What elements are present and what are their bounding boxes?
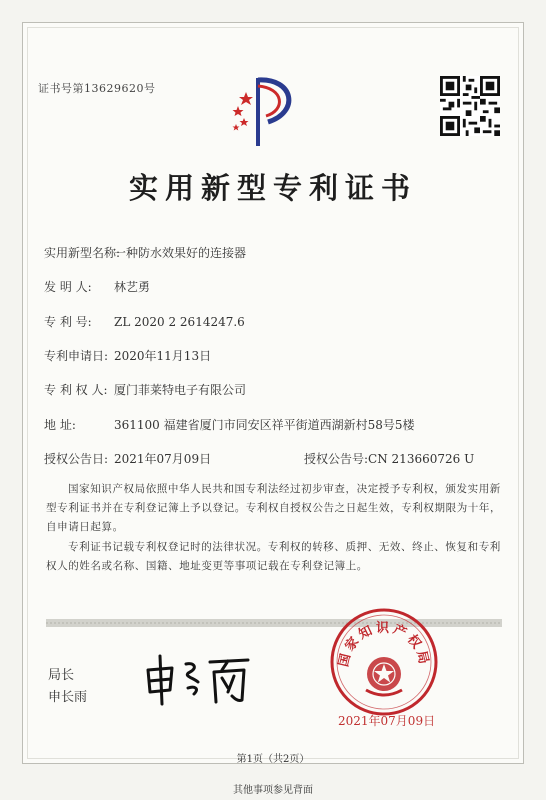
field-value: ZL 2020 2 2614247.6: [114, 315, 245, 329]
field-inventor: [44, 278, 150, 295]
field-value: 厦门菲莱特电子有限公司: [114, 383, 247, 397]
statement-paragraph-1: 国家知识产权局依照中华人民共和国专利法经过初步审查，决定授予专利权，颁发实用新型专利证书并在专利登记簿上予以登记。专利权自授权公告之日起生效，专利权期限为十年，自申请日起算。: [46, 483, 502, 533]
director-signature-icon: [138, 648, 258, 708]
seal-text: 国家知识产权局: [336, 621, 432, 669]
field-label: 专 利 权 人:: [44, 383, 108, 397]
field-label: 授权公告日:: [44, 452, 109, 466]
page-number: 第1页（共2页）: [236, 754, 310, 765]
field-label: 地 址:: [44, 418, 76, 432]
director-title: 局长: [48, 668, 75, 683]
field-value: CN 213660726 U: [368, 452, 475, 466]
field-label: 授权公告号:: [304, 452, 369, 466]
field-publication-number: [304, 450, 474, 467]
cnipa-logo-icon: [224, 72, 304, 152]
field-address: [44, 416, 415, 433]
footer-note: 其他事项参见背面: [233, 785, 313, 796]
official-seal-icon: [328, 606, 440, 718]
field-value: 361100 福建省厦门市同安区祥平街道西湖新村58号5楼: [114, 418, 415, 432]
qr-code-icon: [440, 76, 500, 136]
seal-date: 2021年07月09日: [338, 714, 436, 728]
field-label: 专利申请日:: [44, 349, 109, 363]
field-application-date: [44, 347, 211, 364]
field-utility-model-name: [44, 244, 246, 261]
field-patentee: [44, 381, 246, 398]
field-value: 2020年11月13日: [114, 349, 212, 363]
field-label: 实用新型名称:: [44, 246, 121, 260]
certificate-number: 证书号第13629620号: [38, 82, 156, 95]
field-label: 发 明 人:: [44, 280, 92, 294]
field-value: 2021年07月09日: [114, 452, 212, 466]
director-name: 申长雨: [48, 690, 88, 705]
page-title: 实用新型专利证书: [128, 171, 417, 205]
field-value: 一种防水效果好的连接器: [114, 246, 247, 260]
field-label: 专 利 号:: [44, 315, 92, 329]
field-grant-announcement-date: [44, 450, 211, 467]
field-value: 林艺勇: [114, 280, 151, 294]
statement-paragraph-2: 专利证书记载专利权登记时的法律状况。专利权的转移、质押、无效、终止、恢复和专利权人的姓名或名称、国籍、地址变更等事项记载在专利登记簿上。: [46, 541, 501, 572]
field-patent-number: [44, 313, 245, 330]
